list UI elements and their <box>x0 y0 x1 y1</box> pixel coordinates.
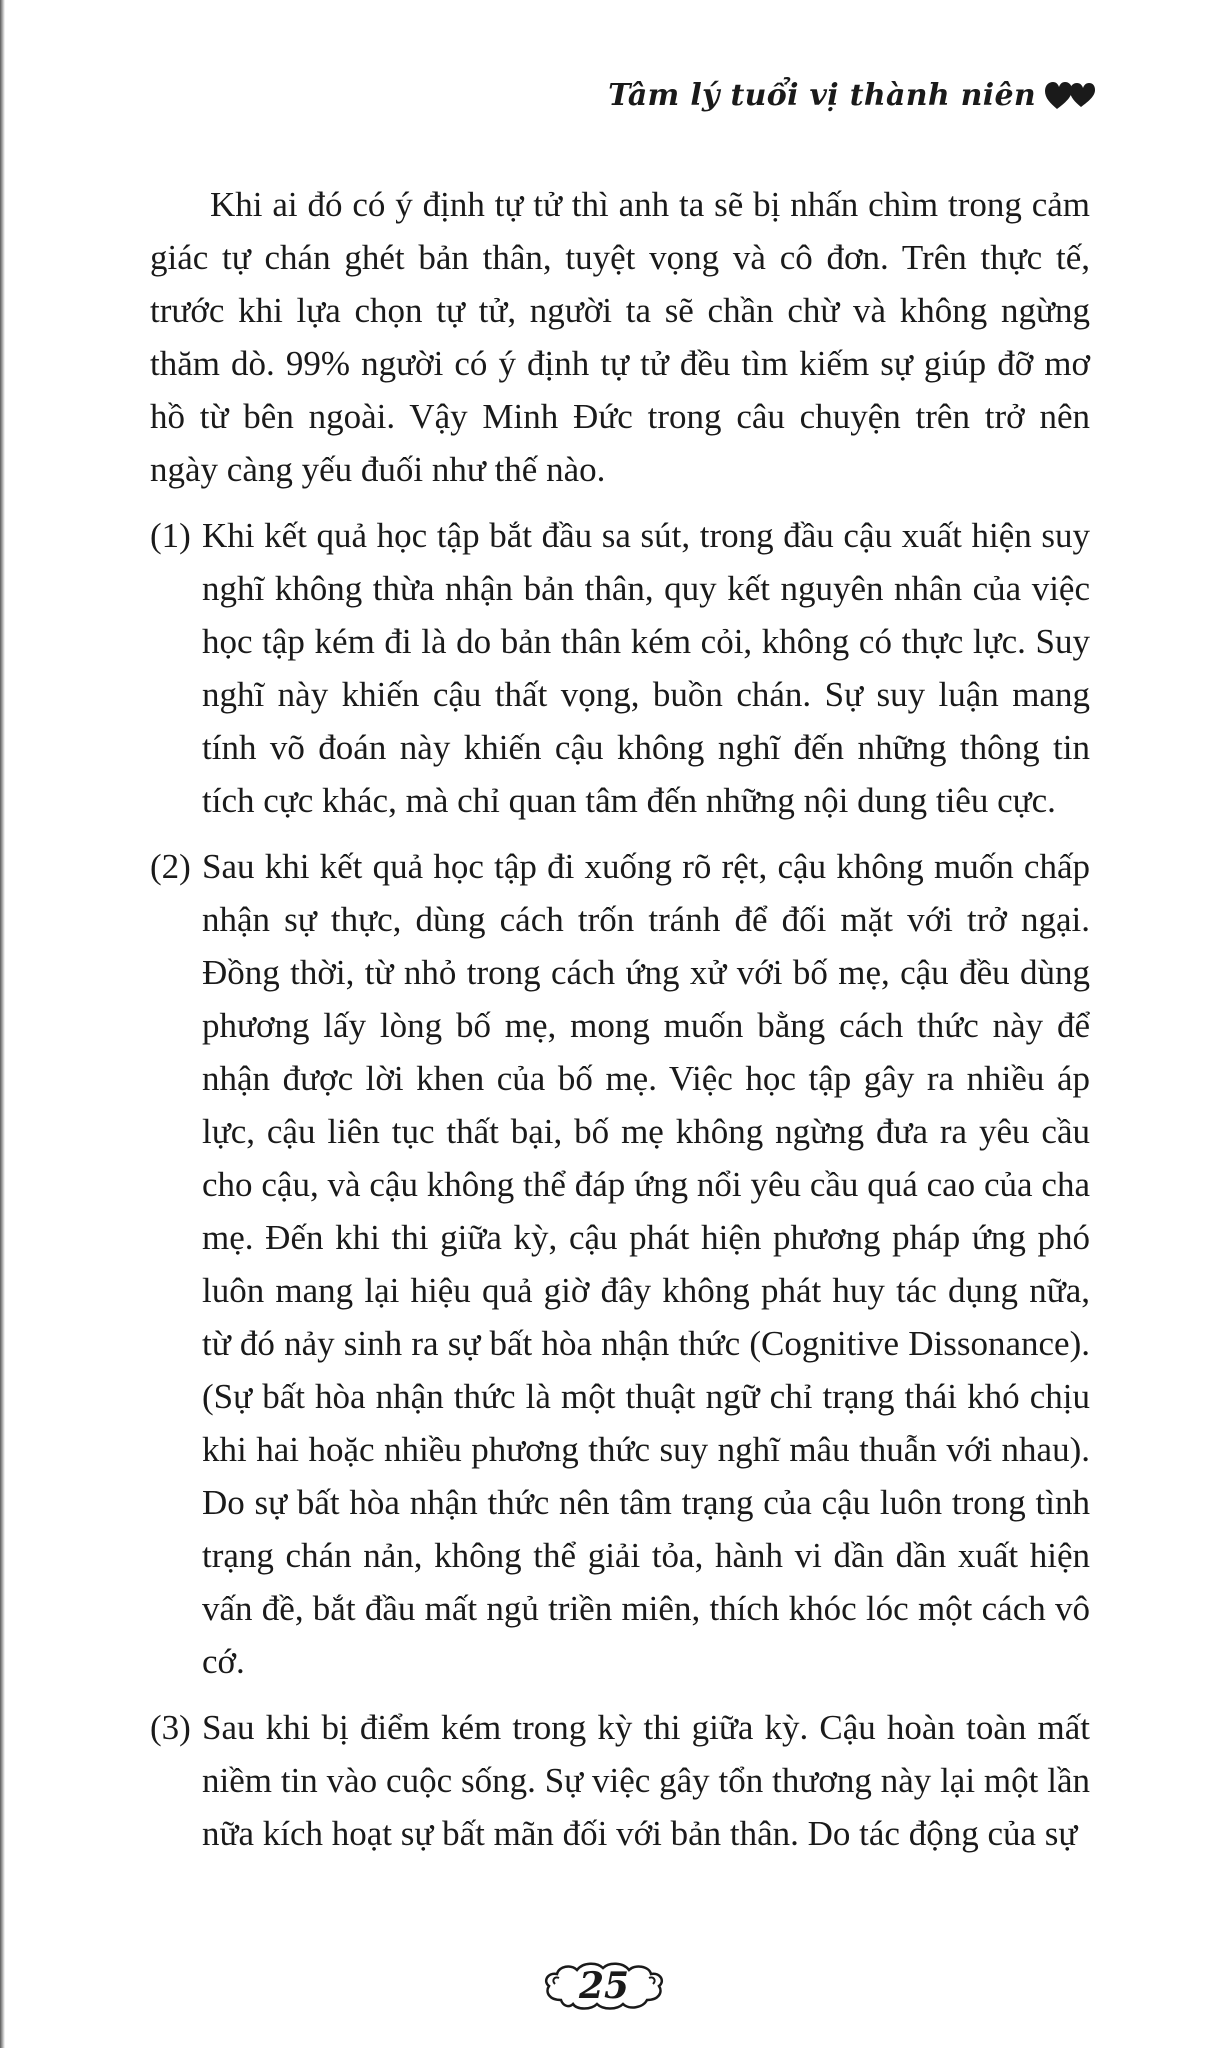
list-item <box>150 1701 1090 1860</box>
list-item <box>150 840 1090 1688</box>
running-header <box>608 78 1096 113</box>
page-footer <box>0 1954 1208 2018</box>
list-item-number: (3) <box>150 1708 191 1747</box>
list-item <box>150 509 1090 827</box>
list-item-text: Sau khi kết quả học tập đi xuống rõ rệt, cậu không muốn chấp nhận sự thực, dùng cách trốn tránh để đối mặt với trở ngại. Đồng thời, từ nhỏ trong cách ứng xử với bố mẹ, cậu đều dùng phương lấy lòng bố mẹ, mong muốn bằng cách thức này để nhận được lời khen của bố mẹ. Việc học tập gây ra nhiều áp lực, cậu liên tục thất bại, bố mẹ không ngừng đưa ra yêu cầu cho cậu, và cậu không thể đáp ứng nổi yêu cầu quá cao của cha mẹ. Đến khi thi giữa kỳ, cậu phát hiện phương pháp ứng phó luôn mang lại hiệu quả giờ đây không phát huy tác dụng nữa, từ đó nảy sinh ra sự bất hòa nhận thức (Cognitive Dissonance). (Sự bất hòa nhận thức là một thuật ngữ chỉ trạng thái khó chịu khi hai hoặc nhiều phương thức suy nghĩ mâu thuẫn với nhau). Do sự bất hòa nhận thức nên tâm trạng của cậu luôn trong tình trạng chán nản, không thể giải tỏa, hành vi dần dần xuất hiện vấn đề, bắt đầu mất ngủ triền miên, thích khóc lóc một cách vô cớ. <box>202 847 1090 1681</box>
page-body <box>150 178 1090 1873</box>
numbered-list <box>150 509 1090 1860</box>
page-number: 25 <box>578 1965 630 2007</box>
intro-paragraph: Khi ai đó có ý định tự tử thì anh ta sẽ bị nhấn chìm trong cảm giác tự chán ghét bản thân, tuyệt vọng và cô đơn. Trên thực tế, trước khi lựa chọn tự tử, người ta sẽ chần chừ và không ngừng thăm dò. 99% người có ý định tự tử đều tìm kiếm sự giúp đỡ mơ hồ từ bên ngoài. Vậy Minh Đức trong câu chuyện trên trở nên ngày càng yếu đuối như thế nào. <box>150 185 1090 489</box>
heart-icon <box>1044 81 1096 111</box>
list-item-text: Khi kết quả học tập bắt đầu sa sút, trong đầu cậu xuất hiện suy nghĩ không thừa nhận bản thân, quy kết nguyên nhân của việc học tập kém đi là do bản thân kém cỏi, không có thực lực. Suy nghĩ này khiến cậu thất vọng, buồn chán. Sự suy luận mang tính võ đoán này khiến cậu không nghĩ đến những thông tin tích cực khác, mà chỉ quan tâm đến những nội dung tiêu cực. <box>202 516 1090 820</box>
list-item-text: Sau khi bị điểm kém trong kỳ thi giữa kỳ. Cậu hoàn toàn mất niềm tin vào cuộc sống. Sự việc gây tổn thương này lại một lần nữa kích hoạt sự bất mãn đối với bản thân. Do tác động của sự <box>202 1708 1090 1853</box>
list-item-number: (1) <box>150 516 191 555</box>
page-edge <box>0 0 5 2048</box>
page-number-badge <box>539 1954 669 2018</box>
list-item-number: (2) <box>150 847 191 886</box>
header-title: Tâm lý tuổi vị thành niên <box>608 78 1036 113</box>
